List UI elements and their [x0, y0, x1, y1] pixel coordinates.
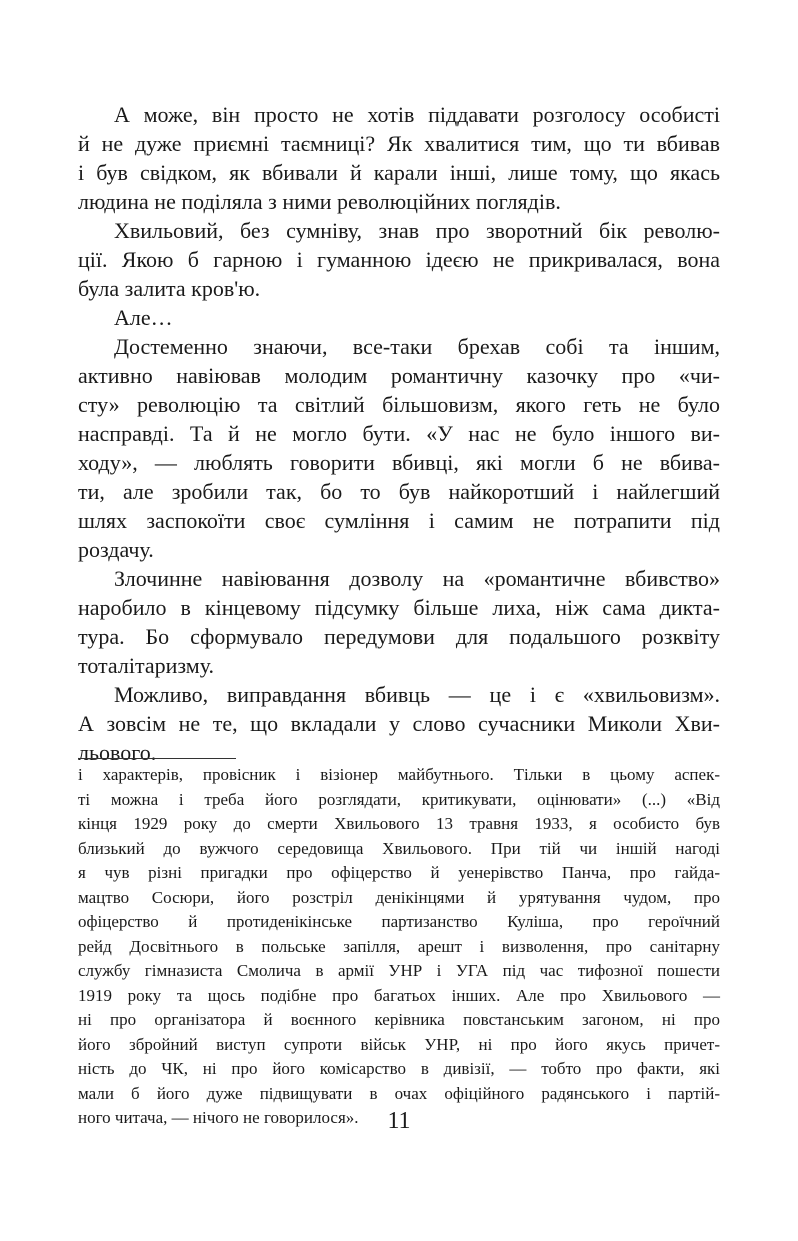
footnote-line: мацтво Сосюри, його розстріл денікінцями й урятування чудом, про [78, 887, 720, 907]
text-line: Злочинне навіювання дозволу на «романтичне вбивство» [114, 566, 720, 591]
footnote-line: я чув різні пригадки про офіцерство й уенерівство Панча, про гайда- [78, 863, 720, 882]
text-line: Достеменно знаючи, все-таки брехав собі та іншим, [114, 334, 720, 359]
text-line: людина не поділяла з ними революційних поглядів. [78, 189, 561, 214]
text-line: Можливо, виправдання вбивць — це і є «хвильовизм». [114, 682, 720, 707]
paragraph [78, 564, 720, 680]
footnote-line: ного читача, — нічого не говорилося». [78, 1108, 359, 1127]
text-line: активно навіював молодим романтичну казочку про «чи- [78, 363, 720, 388]
footnote-line: близький до вужчого середовища Хвильового. При тій чи іншій нагоді [78, 838, 720, 858]
footnote-line: рейд Досвітнього в польське запілля, арешт і визволення, про санітарну [78, 936, 720, 956]
footnote-line: мали б його дуже підвищувати в очах офіційного радянського і партій- [78, 1083, 720, 1103]
text-line: наробило в кінцевому підсумку більше лиха, ніж сама дикта- [78, 595, 720, 620]
footnote-line: і характерів, провісник і візіонер майбутнього. Тільки в цьому аспек- [78, 765, 720, 784]
text-line: шлях заспокоїти своє сумління і самим не потрапити під [78, 508, 720, 533]
text-line: насправді. Та й не могло бути. «У нас не було іншого ви- [78, 421, 720, 446]
page-number: 11 [387, 1108, 411, 1134]
footnote-line: ті можна і треба його розглядати, критикувати, оцінювати» (...) «Від [78, 789, 720, 809]
paragraph [78, 680, 720, 767]
text-line: ції. Якою б гарною і гуманною ідеєю не прикривалася, вона [78, 247, 720, 272]
text-line: сту» революцію та світлий більшовизм, якого геть не було [78, 392, 720, 417]
text-line: А зовсім не те, що вкладали у слово сучасники Миколи Хви- [78, 711, 720, 736]
paragraph [78, 100, 720, 216]
footnote-line: ні про організатора й воєнного керівника повстанським загоном, ні про [78, 1010, 720, 1029]
footnote-line: офіцерство й протиденікінське партизанство Куліша, про героїчний [78, 912, 720, 931]
text-line: і був свідком, як вбивали й карали інші, лише тому, що якась [78, 160, 720, 185]
paragraph [78, 216, 720, 303]
footnote-line: кінця 1929 року до смерти Хвильового 13 травня 1933, я особисто був [78, 814, 720, 833]
footnote-line: 1919 року та щось подібне про багатьох інших. Але про Хвильового — [78, 985, 720, 1005]
footnote-line: ність до ЧК, ні про його комісарство в дивізії, — тобто про факти, які [78, 1059, 720, 1078]
footnote-separator [78, 758, 236, 759]
text-line: тура. Бо сформувало передумови для подальшого розквіту [78, 624, 720, 649]
text-line: була залита кров'ю. [78, 276, 261, 301]
text-line: роздачу. [78, 537, 154, 562]
text-line: льового. [78, 740, 157, 765]
text-line: Хвильовий, без сумніву, знав про зворотний бік револю- [114, 218, 720, 243]
text-line: й не дуже приємні таємниці? Як хвалитися тим, що ти вбивав [78, 131, 720, 156]
paragraph [78, 332, 720, 564]
text-line: тоталітаризму. [78, 653, 214, 678]
footnote [78, 763, 720, 1131]
main-text [78, 100, 720, 767]
text-line: Але… [114, 305, 173, 330]
paragraph [78, 303, 720, 332]
footnote-line: службу гімназиста Смолича в армії УНР і УГА під час тифозної пошести [78, 961, 720, 980]
text-line: ходу», — люблять говорити вбивці, які могли б не вбива- [78, 450, 720, 475]
text-line: А може, він просто не хотів піддавати розголосу особисті [114, 102, 720, 127]
text-line: ти, але зробили так, бо то був найкоротший і найлегший [78, 479, 720, 504]
footnote-line: його збройний виступ супроти військ УНР, ні про його якусь причет- [78, 1034, 720, 1054]
